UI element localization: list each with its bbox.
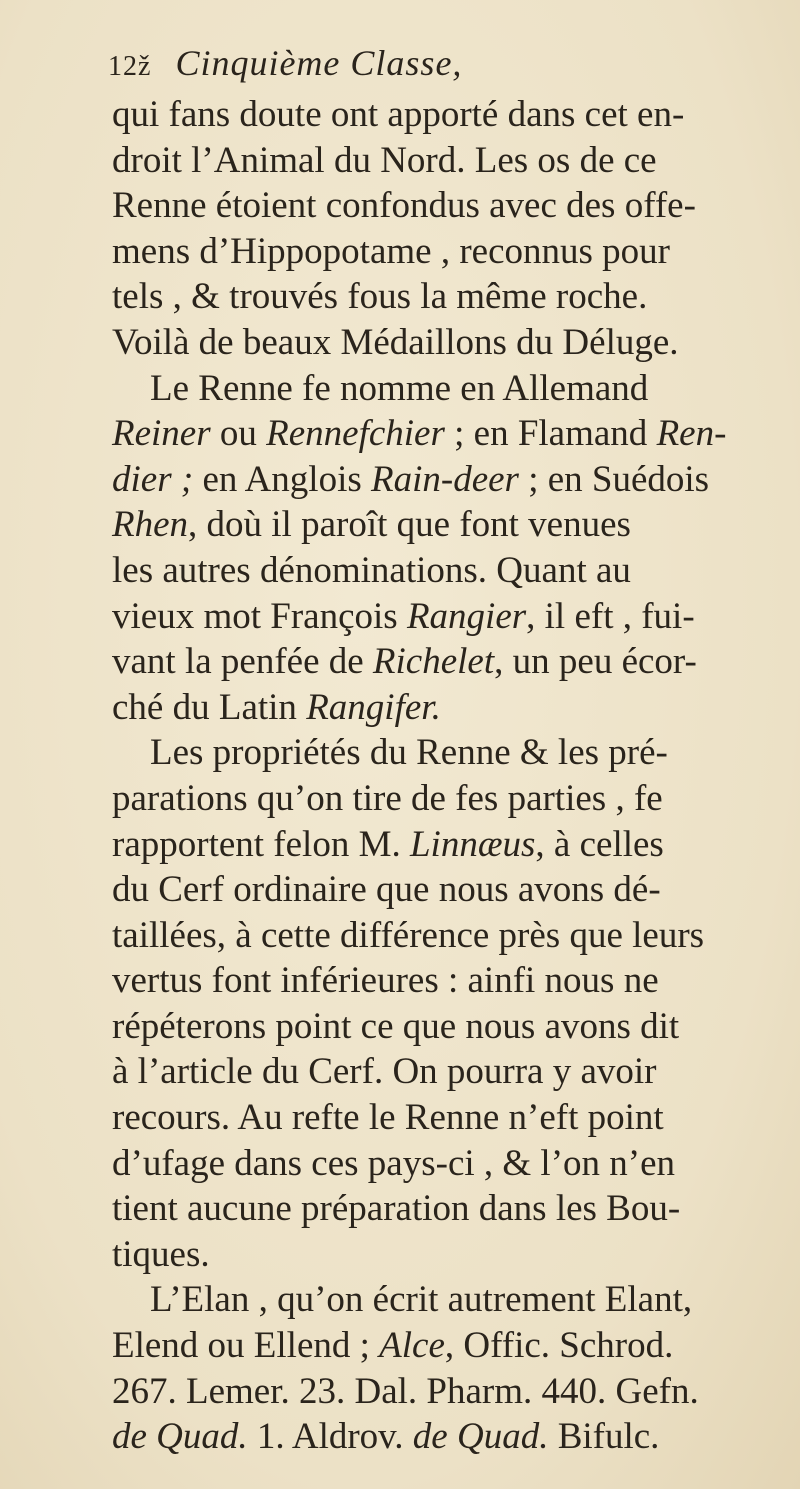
text-segment: en Anglois <box>193 458 371 500</box>
text-segment: 1. Aldrov. <box>247 1416 413 1458</box>
text-segment: tiques. <box>112 1233 210 1275</box>
text-line <box>112 594 772 640</box>
text-line <box>112 366 772 412</box>
text-line <box>112 639 772 685</box>
text-segment: tels , & trouvés fous la même roche. <box>112 276 648 318</box>
running-header <box>108 42 748 92</box>
italic-text: Rain-deer <box>371 458 519 500</box>
text-segment: , doù il paroît que font venues <box>188 504 631 546</box>
text-segment: vieux mot François <box>112 595 407 637</box>
text-segment: Elend ou Ellend ; <box>112 1325 380 1367</box>
text-segment: ; en Suédois <box>518 458 710 500</box>
text-segment: qui fans doute ont apporté dans cet en- <box>112 94 685 135</box>
text-line <box>112 229 772 275</box>
text-segment: les autres dénominations. Quant au <box>112 549 631 591</box>
text-line <box>112 502 772 548</box>
text-segment: ou <box>210 413 267 455</box>
italic-text: Richelet <box>372 641 495 683</box>
text-line <box>112 730 772 776</box>
text-line <box>112 822 772 868</box>
text-segment: , un peu écor- <box>494 641 697 683</box>
text-line <box>112 1004 772 1050</box>
chapter-title: Cinquième Classe, <box>175 43 463 83</box>
text-segment: d’ufage dans ces pays-ci , & l’on n’en <box>112 1142 676 1184</box>
text-segment: du Cerf ordinaire que nous avons dé- <box>112 869 661 911</box>
italic-text: Linnæus <box>409 823 536 865</box>
page-number: 12ž <box>108 51 152 82</box>
text-segment: 267. Lemer. 23. Dal. Pharm. 440. Gefn. <box>112 1370 699 1412</box>
text-line <box>112 548 772 594</box>
text-line <box>112 274 772 320</box>
text-segment: parations qu’on tire de fes parties , fe <box>112 777 663 819</box>
italic-text: Rennefchier <box>266 413 445 455</box>
italic-text: dier ; <box>112 458 194 500</box>
text-segment: rapportent felon M. <box>112 823 410 865</box>
text-line <box>112 1095 772 1141</box>
text-segment: L’Elan , qu’on écrit autrement Elant, <box>150 1279 693 1321</box>
text-segment: recours. Au refte le Renne n’eft point <box>112 1097 664 1139</box>
italic-text: Alce <box>379 1325 445 1367</box>
italic-text: de Quad. <box>112 1416 248 1458</box>
text-line <box>112 320 772 366</box>
text-segment: répéterons point ce que nous avons dit <box>112 1005 680 1047</box>
text-segment: Bifulc. <box>548 1416 660 1458</box>
text-segment: vant la penfée de <box>112 641 373 683</box>
text-segment: tient aucune préparation dans les Bou- <box>112 1188 681 1230</box>
text-line <box>112 1232 772 1278</box>
text-line <box>112 685 772 731</box>
text-line <box>112 183 772 229</box>
text-line <box>112 1049 772 1095</box>
text-segment: , il eft , fui- <box>526 595 695 637</box>
text-segment: vertus font inférieures : ainfi nous ne <box>112 960 659 1002</box>
text-line <box>112 138 772 184</box>
text-segment: droit l’Animal du Nord. Les os de ce <box>112 139 657 181</box>
italic-text: Ren- <box>656 413 727 455</box>
text-line <box>112 958 772 1004</box>
text-line <box>112 457 772 503</box>
text-segment: Le Renne fe nomme en Allemand <box>150 367 649 409</box>
text-line <box>112 92 772 138</box>
text-line <box>112 1323 772 1369</box>
text-line <box>112 1141 772 1187</box>
italic-text: Rangifer. <box>306 686 441 728</box>
text-segment: mens d’Hippopotame , reconnus pour <box>112 230 670 272</box>
italic-text: Rhen <box>112 504 189 546</box>
text-line <box>112 867 772 913</box>
text-segment: ; en Flamand <box>444 413 657 455</box>
text-segment: Voilà de beaux Médaillons du Déluge. <box>112 321 679 363</box>
text-line <box>112 1414 772 1460</box>
text-segment: , à celles <box>535 823 664 865</box>
text-segment: taillées, à cette différence près que leurs <box>112 914 705 956</box>
text-line <box>112 1186 772 1232</box>
text-segment: à l’article du Cerf. On pourra y avoir <box>112 1051 657 1093</box>
italic-text: Reiner <box>112 413 211 455</box>
text-segment: ché du Latin <box>112 686 307 728</box>
italic-text: Rangier <box>406 595 527 637</box>
text-line <box>112 1369 772 1415</box>
text-line <box>112 776 772 822</box>
italic-text: de Quad. <box>412 1416 549 1458</box>
text-segment: Renne étoient confondus avec des offe- <box>112 185 696 227</box>
text-line <box>112 913 772 959</box>
text-segment: Les propriétés du Renne & les pré- <box>150 732 668 774</box>
text-segment: , Offic. Schrod. <box>444 1325 674 1367</box>
text-line <box>112 411 772 457</box>
text-line <box>112 1277 772 1323</box>
body-text <box>112 92 772 1460</box>
